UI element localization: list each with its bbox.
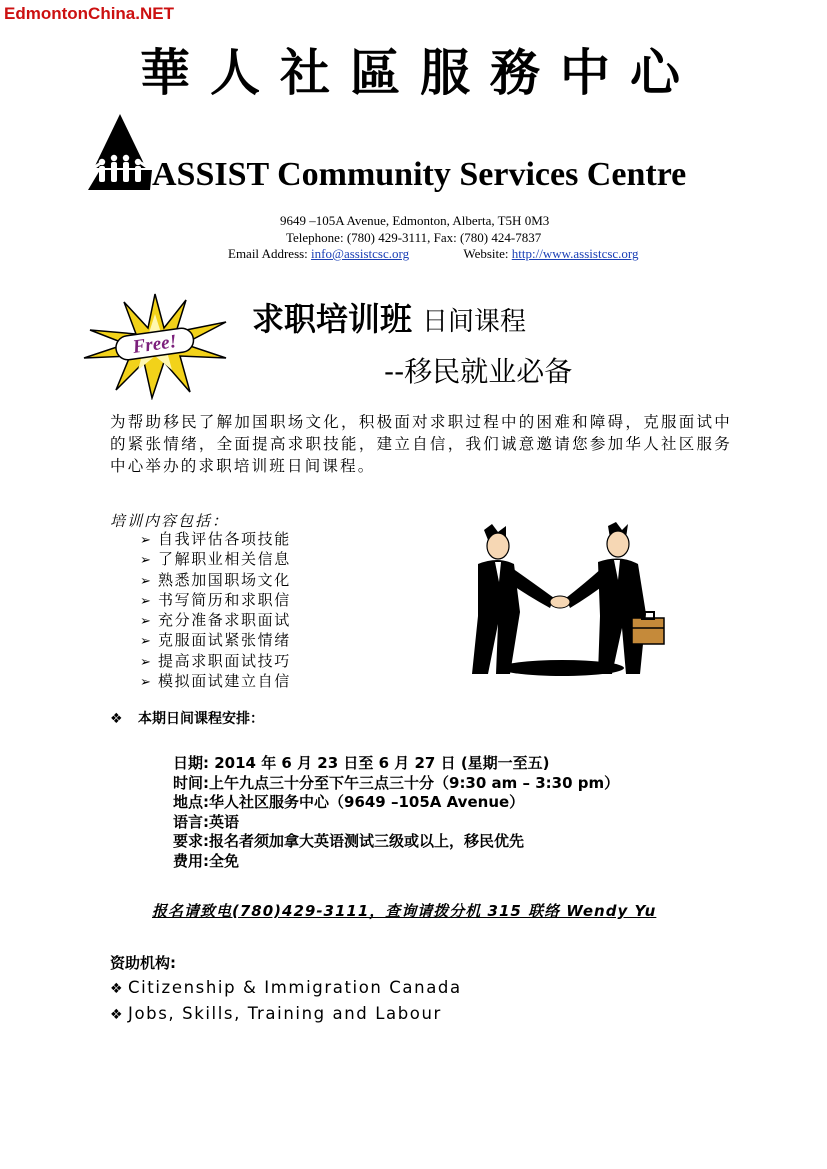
arrow-bullet-icon: ➢ bbox=[140, 654, 153, 670]
course-title-sub: 日间课程 bbox=[422, 307, 527, 337]
email-label: Email Address: bbox=[228, 246, 308, 261]
arrow-bullet-icon: ➢ bbox=[140, 614, 153, 630]
website-label: Website: bbox=[463, 246, 509, 261]
arrow-bullet-icon: ➢ bbox=[140, 553, 153, 569]
detail-row: 语言:英语 bbox=[173, 812, 240, 831]
content-section-title: 培训内容包括： bbox=[110, 512, 230, 530]
list-item: ➢ 克服面试紧张情绪 bbox=[140, 631, 291, 651]
list-item: ➢ 自我评估各项技能 bbox=[140, 530, 291, 550]
intro-paragraph: 为帮助移民了解加国职场文化，积极面对求职过程中的困难和障碍，克服面试中的紧张情绪，全面提高求职技能，建立自信，我们诚意邀请您参加华人社区服务中心举办的求职培训班日间课程。 bbox=[110, 413, 732, 475]
detail-row: 要求:报名者须加拿大英语测试三级或以上，移民优先 bbox=[173, 832, 525, 850]
detail-row: 时间:上午九点三十分至下午三点三十分（9:30 am – 3:30 pm） bbox=[173, 773, 620, 792]
schedule-title: ❖ 本期日间课程安排： bbox=[110, 711, 264, 727]
arrow-bullet-icon: ➢ bbox=[140, 675, 153, 691]
phone-fax: Telephone: (780) 429-3111, Fax: (780) 424-7837 bbox=[286, 230, 542, 245]
sponsors-title: 资助机构: bbox=[110, 954, 176, 972]
list-item: ➢ 模拟面试建立自信 bbox=[140, 672, 291, 692]
arrow-bullet-icon: ➢ bbox=[140, 593, 153, 609]
address: 9649 –105A Avenue, Edmonton, Alberta, T5H 0M3 bbox=[280, 213, 550, 228]
website-link[interactable]: http://www.assistcsc.org bbox=[511, 246, 639, 261]
list-item: ➢ 充分准备求职面试 bbox=[140, 611, 291, 631]
four-diamond-bullet-icon: ❖ bbox=[110, 981, 125, 997]
assist-logo-icon bbox=[86, 112, 154, 190]
four-diamond-bullet-icon: ❖ bbox=[110, 1007, 125, 1023]
sponsor-item: ❖ Jobs, Skills, Training and Labour bbox=[110, 1004, 442, 1023]
watermark: EdmontonChina.NET bbox=[4, 4, 174, 23]
list-item: ➢ 了解职业相关信息 bbox=[140, 550, 291, 570]
email-link[interactable]: info@assistcsc.org bbox=[311, 246, 410, 261]
detail-row: 地点:华人社区服务中心（9649 –105A Avenue） bbox=[173, 793, 525, 811]
arrow-bullet-icon: ➢ bbox=[140, 573, 153, 589]
contact-line bbox=[228, 246, 639, 262]
list-item: ➢ 提高求职面试技巧 bbox=[140, 652, 291, 672]
detail-row: 费用:全免 bbox=[173, 851, 240, 870]
handshake-illustration-icon bbox=[462, 520, 668, 680]
schedule-details bbox=[173, 754, 619, 871]
four-diamond-bullet-icon: ❖ bbox=[110, 711, 123, 727]
list-item: ➢ 书写简历和求职信 bbox=[140, 591, 291, 611]
list-item: ➢ 熟悉加国职场文化 bbox=[140, 571, 291, 591]
content-list bbox=[140, 530, 291, 692]
course-tagline: --移民就业必备 bbox=[384, 355, 573, 388]
arrow-bullet-icon: ➢ bbox=[140, 634, 153, 650]
free-star-badge-icon bbox=[80, 292, 230, 400]
free-badge-text: Free! bbox=[131, 331, 179, 358]
course-title bbox=[252, 294, 526, 340]
course-title-main: 求职培训班 bbox=[252, 300, 413, 338]
detail-row: 日期: 2014 年 6 月 23 日至 6 月 27 日 (星期一至五) bbox=[173, 754, 550, 772]
arrow-bullet-icon: ➢ bbox=[140, 533, 153, 548]
org-title-chinese: 華人社區服務中心 bbox=[140, 43, 700, 102]
registration-line: 报名请致电(780)429-3111，查询请拨分机 315 联络 Wendy Yu bbox=[152, 902, 657, 920]
org-title-english: ASSIST Community Services Centre bbox=[152, 156, 687, 193]
sponsor-item: ❖ Citizenship & Immigration Canada bbox=[110, 978, 462, 997]
